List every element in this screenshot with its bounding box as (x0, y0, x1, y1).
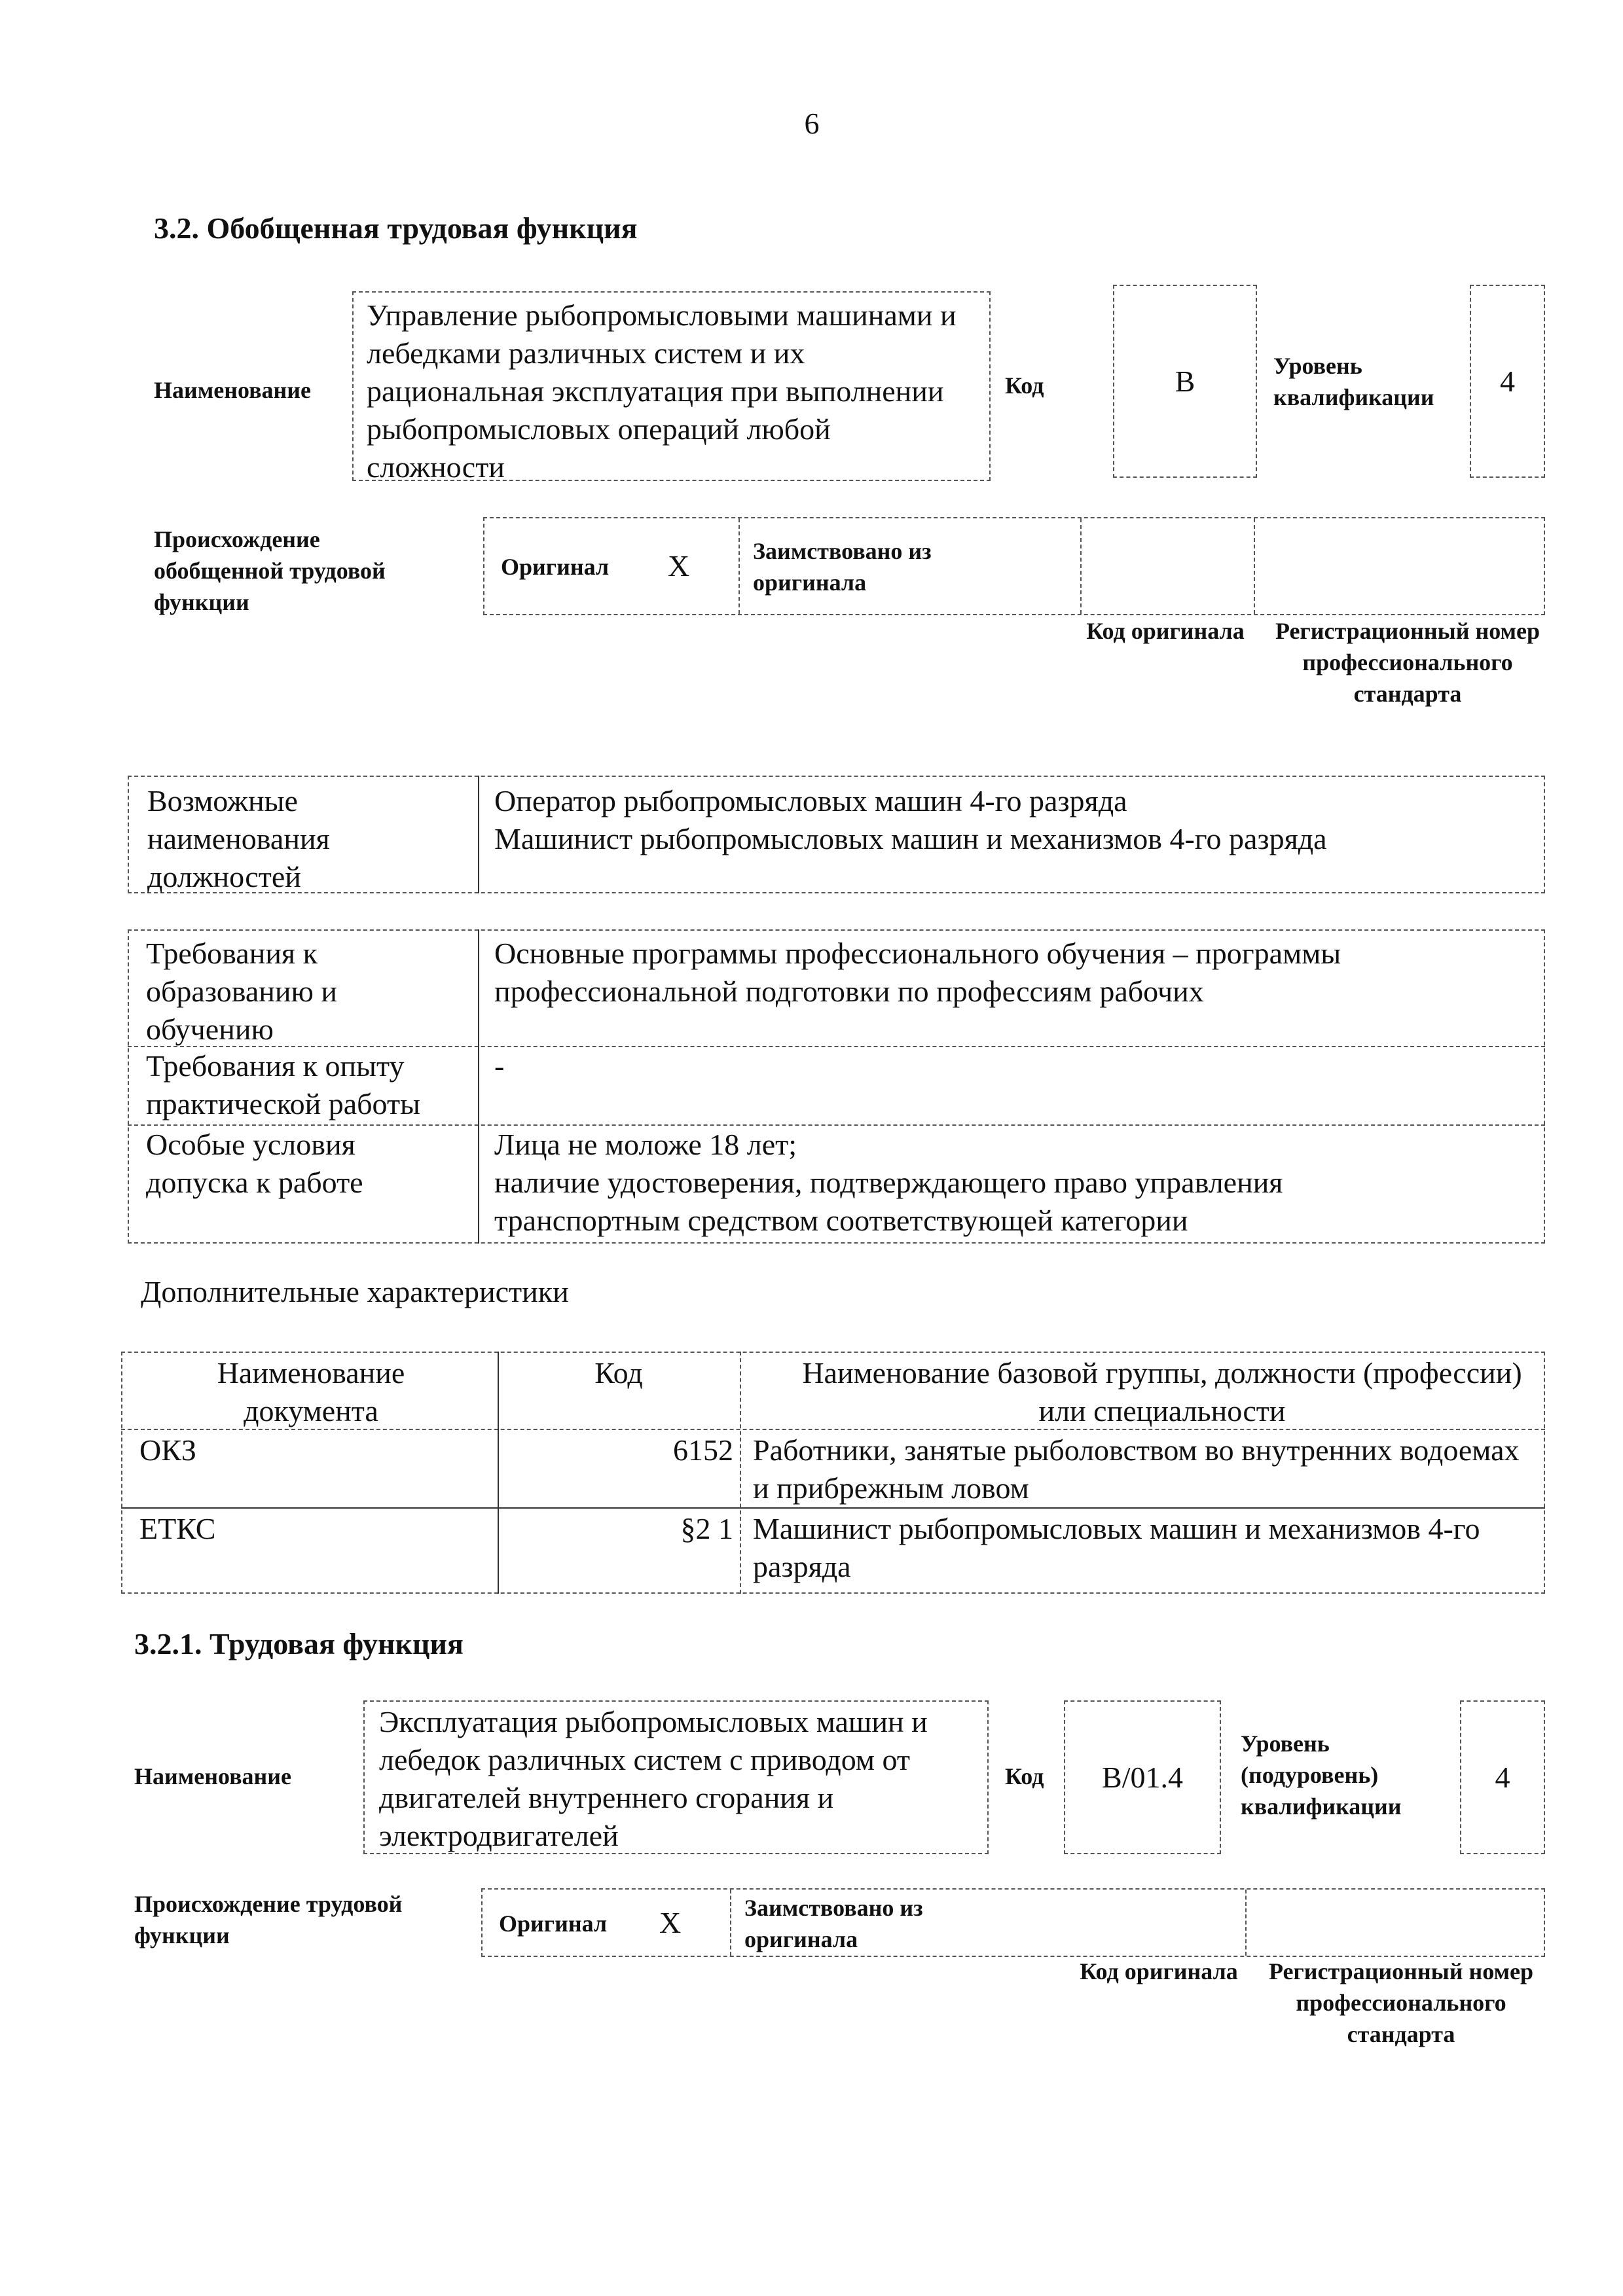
additional-heading: Дополнительные характеристики (141, 1275, 569, 1308)
level-value: 4 (1470, 285, 1545, 478)
labor-function-name: Эксплуатация рыбопромысловых машин и лебедок различных систем с приводом от двигателей внутреннего сгорания и электродвигателей (363, 1700, 989, 1854)
additional-table (121, 1352, 1545, 1594)
group-cell: Работники, занятые рыболовством во внутренних водоемах и прибрежным ловом (753, 1433, 1520, 1505)
positions-label: Возможные наименования должностей (147, 784, 330, 893)
code-label: Код (1005, 1763, 1044, 1789)
code-cell: §2 1 (680, 1512, 733, 1545)
position-line: Машинист рыбопромысловых машин и механизмов 4-го разряда (494, 822, 1327, 855)
origin-mark: X (659, 1906, 682, 1939)
doc-cell: ОКЗ (139, 1433, 196, 1467)
generalized-function-name: Управление рыбопромысловыми машинами и лебедками различных систем и их рациональная эксплуатация при выполнении рыбопромысловых операций любой сложности (352, 291, 991, 481)
header-document-name: Наименование документа (217, 1356, 405, 1427)
name-label: Наименование (134, 1763, 291, 1789)
requirement-line: Лица не моложе 18 лет; (494, 1128, 797, 1161)
section-heading: 3.2.1. Трудовая функция (134, 1627, 464, 1660)
level-label: Уровень (подуровень) квалификации (1241, 1731, 1402, 1820)
origin-label: Происхождение трудовой функции (134, 1891, 403, 1948)
positions-table (128, 776, 1545, 893)
name-label: Наименование (154, 377, 311, 403)
caption-code-original: Код оригинала (1086, 618, 1245, 644)
caption-registration-number: Регистрационный номер профессионального стандарта (1268, 1958, 1534, 2047)
page-number: 6 (804, 107, 820, 140)
code-label: Код (1005, 372, 1044, 399)
level-value: 4 (1460, 1700, 1545, 1854)
origin-label: Происхождение обобщенной трудовой функции (154, 526, 386, 615)
origin-table (483, 517, 1545, 615)
level-label: Уровень квалификации (1273, 353, 1434, 410)
header-base-group: Наименование базовой группы, должности (профессии) или специальности (802, 1356, 1522, 1427)
section-heading: 3.2. Обобщенная трудовая функция (154, 211, 638, 245)
requirement-line: транспортным средством соответствующей категории (494, 1204, 1188, 1237)
origin-borrowed-label: Заимствовано из оригинала (753, 538, 932, 596)
origin-table (481, 1888, 1545, 1957)
origin-borrowed-label: Заимствовано из оригинала (744, 1895, 923, 1952)
requirements-table (128, 929, 1545, 1244)
requirement-label: Особые условия допуска к работе (146, 1128, 363, 1199)
caption-code-original: Код оригинала (1080, 1958, 1238, 1984)
position-line: Оператор рыбопромысловых машин 4-го разряда (494, 784, 1127, 817)
code-cell: 6152 (673, 1433, 733, 1467)
group-cell: Машинист рыбопромысловых машин и механизмов 4-го разряда (753, 1512, 1480, 1583)
requirement-label: Требования к опыту практической работы (146, 1049, 420, 1121)
requirement-line: наличие удостоверения, подтверждающего право управления (494, 1166, 1283, 1199)
requirement-line: профессиональной подготовки по профессиям рабочих (494, 975, 1204, 1008)
requirement-label: Требования к образованию и обучению (146, 937, 337, 1046)
doc-cell: ЕТКС (139, 1512, 216, 1545)
requirement-line: - (494, 1049, 505, 1083)
code-value: B (1113, 285, 1257, 478)
code-value: B/01.4 (1064, 1700, 1221, 1854)
origin-original-label: Оригинал (501, 554, 610, 580)
requirement-line: Основные программы профессионального обучения – программы (494, 937, 1341, 970)
origin-original-label: Оригинал (499, 1910, 608, 1937)
origin-mark: X (668, 549, 690, 583)
caption-registration-number: Регистрационный номер профессионального стандарта (1275, 618, 1541, 707)
header-code: Код (594, 1356, 643, 1390)
